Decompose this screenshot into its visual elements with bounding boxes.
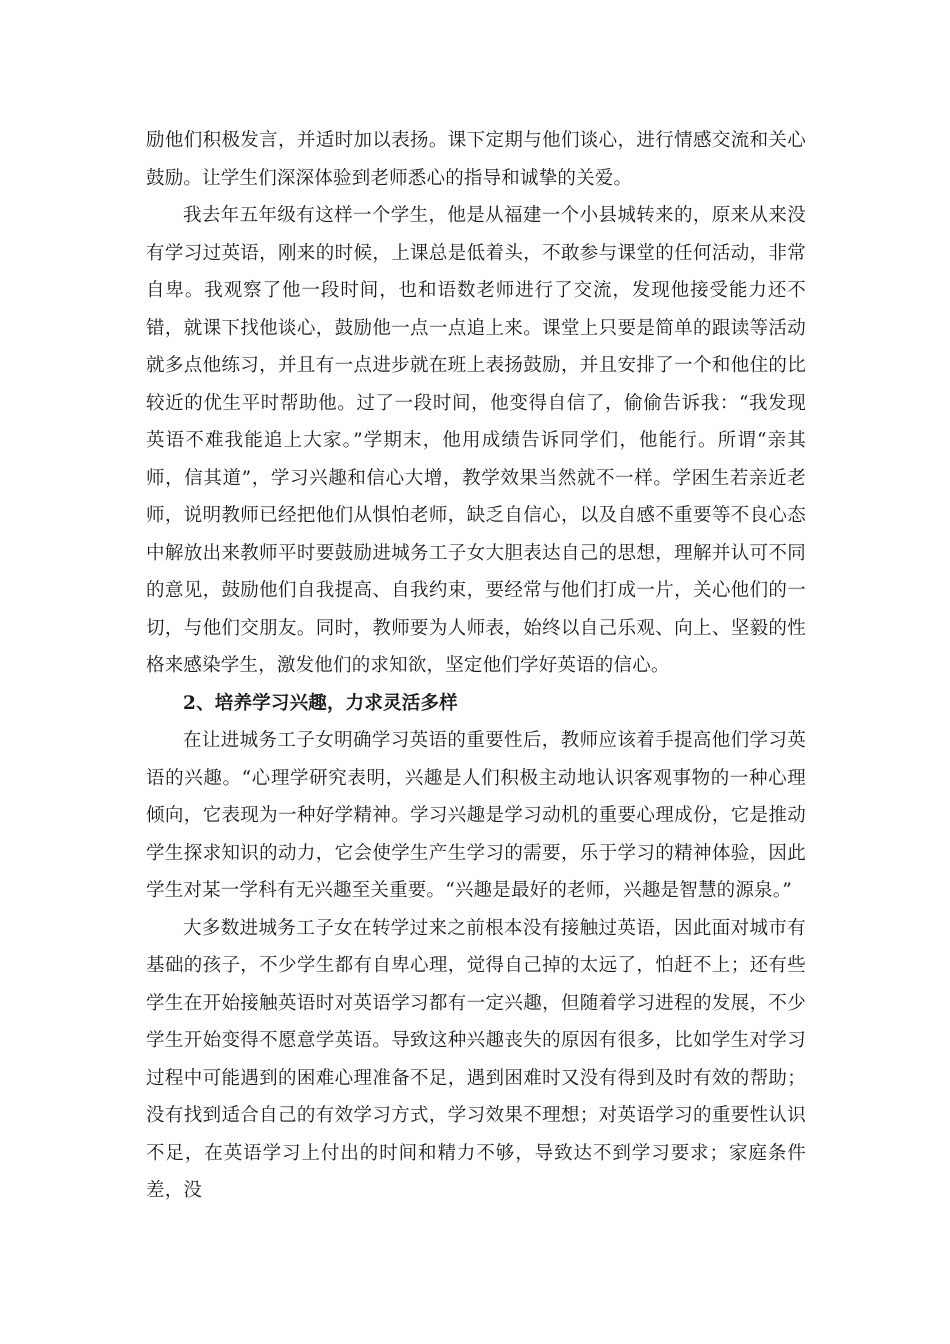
document-page <box>146 122 806 1210</box>
paragraph-1: 励他们积极发言，并适时加以表扬。课下定期与他们谈心，进行情感交流和关心鼓励。让学生们深深体验到老师悉心的指导和诚挚的关爱。 <box>146 130 806 189</box>
paragraph-2: 我去年五年级有这样一个学生，他是从福建一个小县城转来的，原来从来没有学习过英语，刚来的时候，上课总是低着头，不敢参与课堂的任何活动，非常自卑。我观察了他一段时间，也和语数老师进行了交流，发现他接受能力还不错，就课下找他谈心，鼓励他一点一点追上来。课堂上只要是简单的跟读等活动就多点他练习，并且有一点进步就在班上表扬鼓励，并且安排了一个和他住的比较近的优生平时帮助他。过了一段时间，他变得自信了，偷偷告诉我：“我发现英语不难我能追上大家。”学期末，他用成绩告诉同学们，他能行。所谓“亲其师，信其道”，学习兴趣和信心大增，教学效果当然就不一样。学困生若亲近老师，说明教师已经把他们从惧怕老师，缺乏自信心，以及自感不重要等不良心态中解放出来教师平时要鼓励进城务工子女大胆表达自己的思想，理解并认可不同的意见，鼓励他们自我提高、自我约束，要经常与他们打成一片，关心他们的一切，与他们交朋友。同时，教师要为人师表，始终以自己乐观、向上、坚毅的性格来感染学生，激发他们的求知欲，坚定他们学好英语的信心。 <box>146 205 806 676</box>
paragraph-4: 大多数进城务工子女在转学过来之前根本没有接触过英语，因此面对城市有基础的孩子，不少学生都有自卑心理，觉得自己掉的太远了，怕赶不上；还有些学生在开始接触英语时对英语学习都有一定兴趣，但随着学习进程的发展，不少学生开始变得不愿意学英语。导致这种兴趣丧失的原因有很多，比如学生对学习过程中可能遇到的困难心理准备不足，遇到困难时又没有得到及时有效的帮助；没有找到适合自己的有效学习方式，学习效果不理想；对英语学习的重要性认识不足，在英语学习上付出的时间和精力不够，导致达不到学习要求；家庭条件差，没 <box>146 917 806 1201</box>
section-heading: 2、培养学习兴趣，力求灵活多样 <box>183 692 458 714</box>
paragraph-3: 在让进城务工子女明确学习英语的重要性后，教师应该着手提高他们学习英语的兴趣。“心理学研究表明，兴趣是人们积极主动地认识客观事物的一种心理倾向，它表现为一种好学精神。学习兴趣是学习动机的重要心理成份，它是推动学生探求知识的动力，它会使学生产生学习的需要，乐于学习的精神体验，因此学生对某一学科有无兴趣至关重要。“兴趣是最好的老师，兴趣是智慧的源泉。” <box>146 730 806 901</box>
